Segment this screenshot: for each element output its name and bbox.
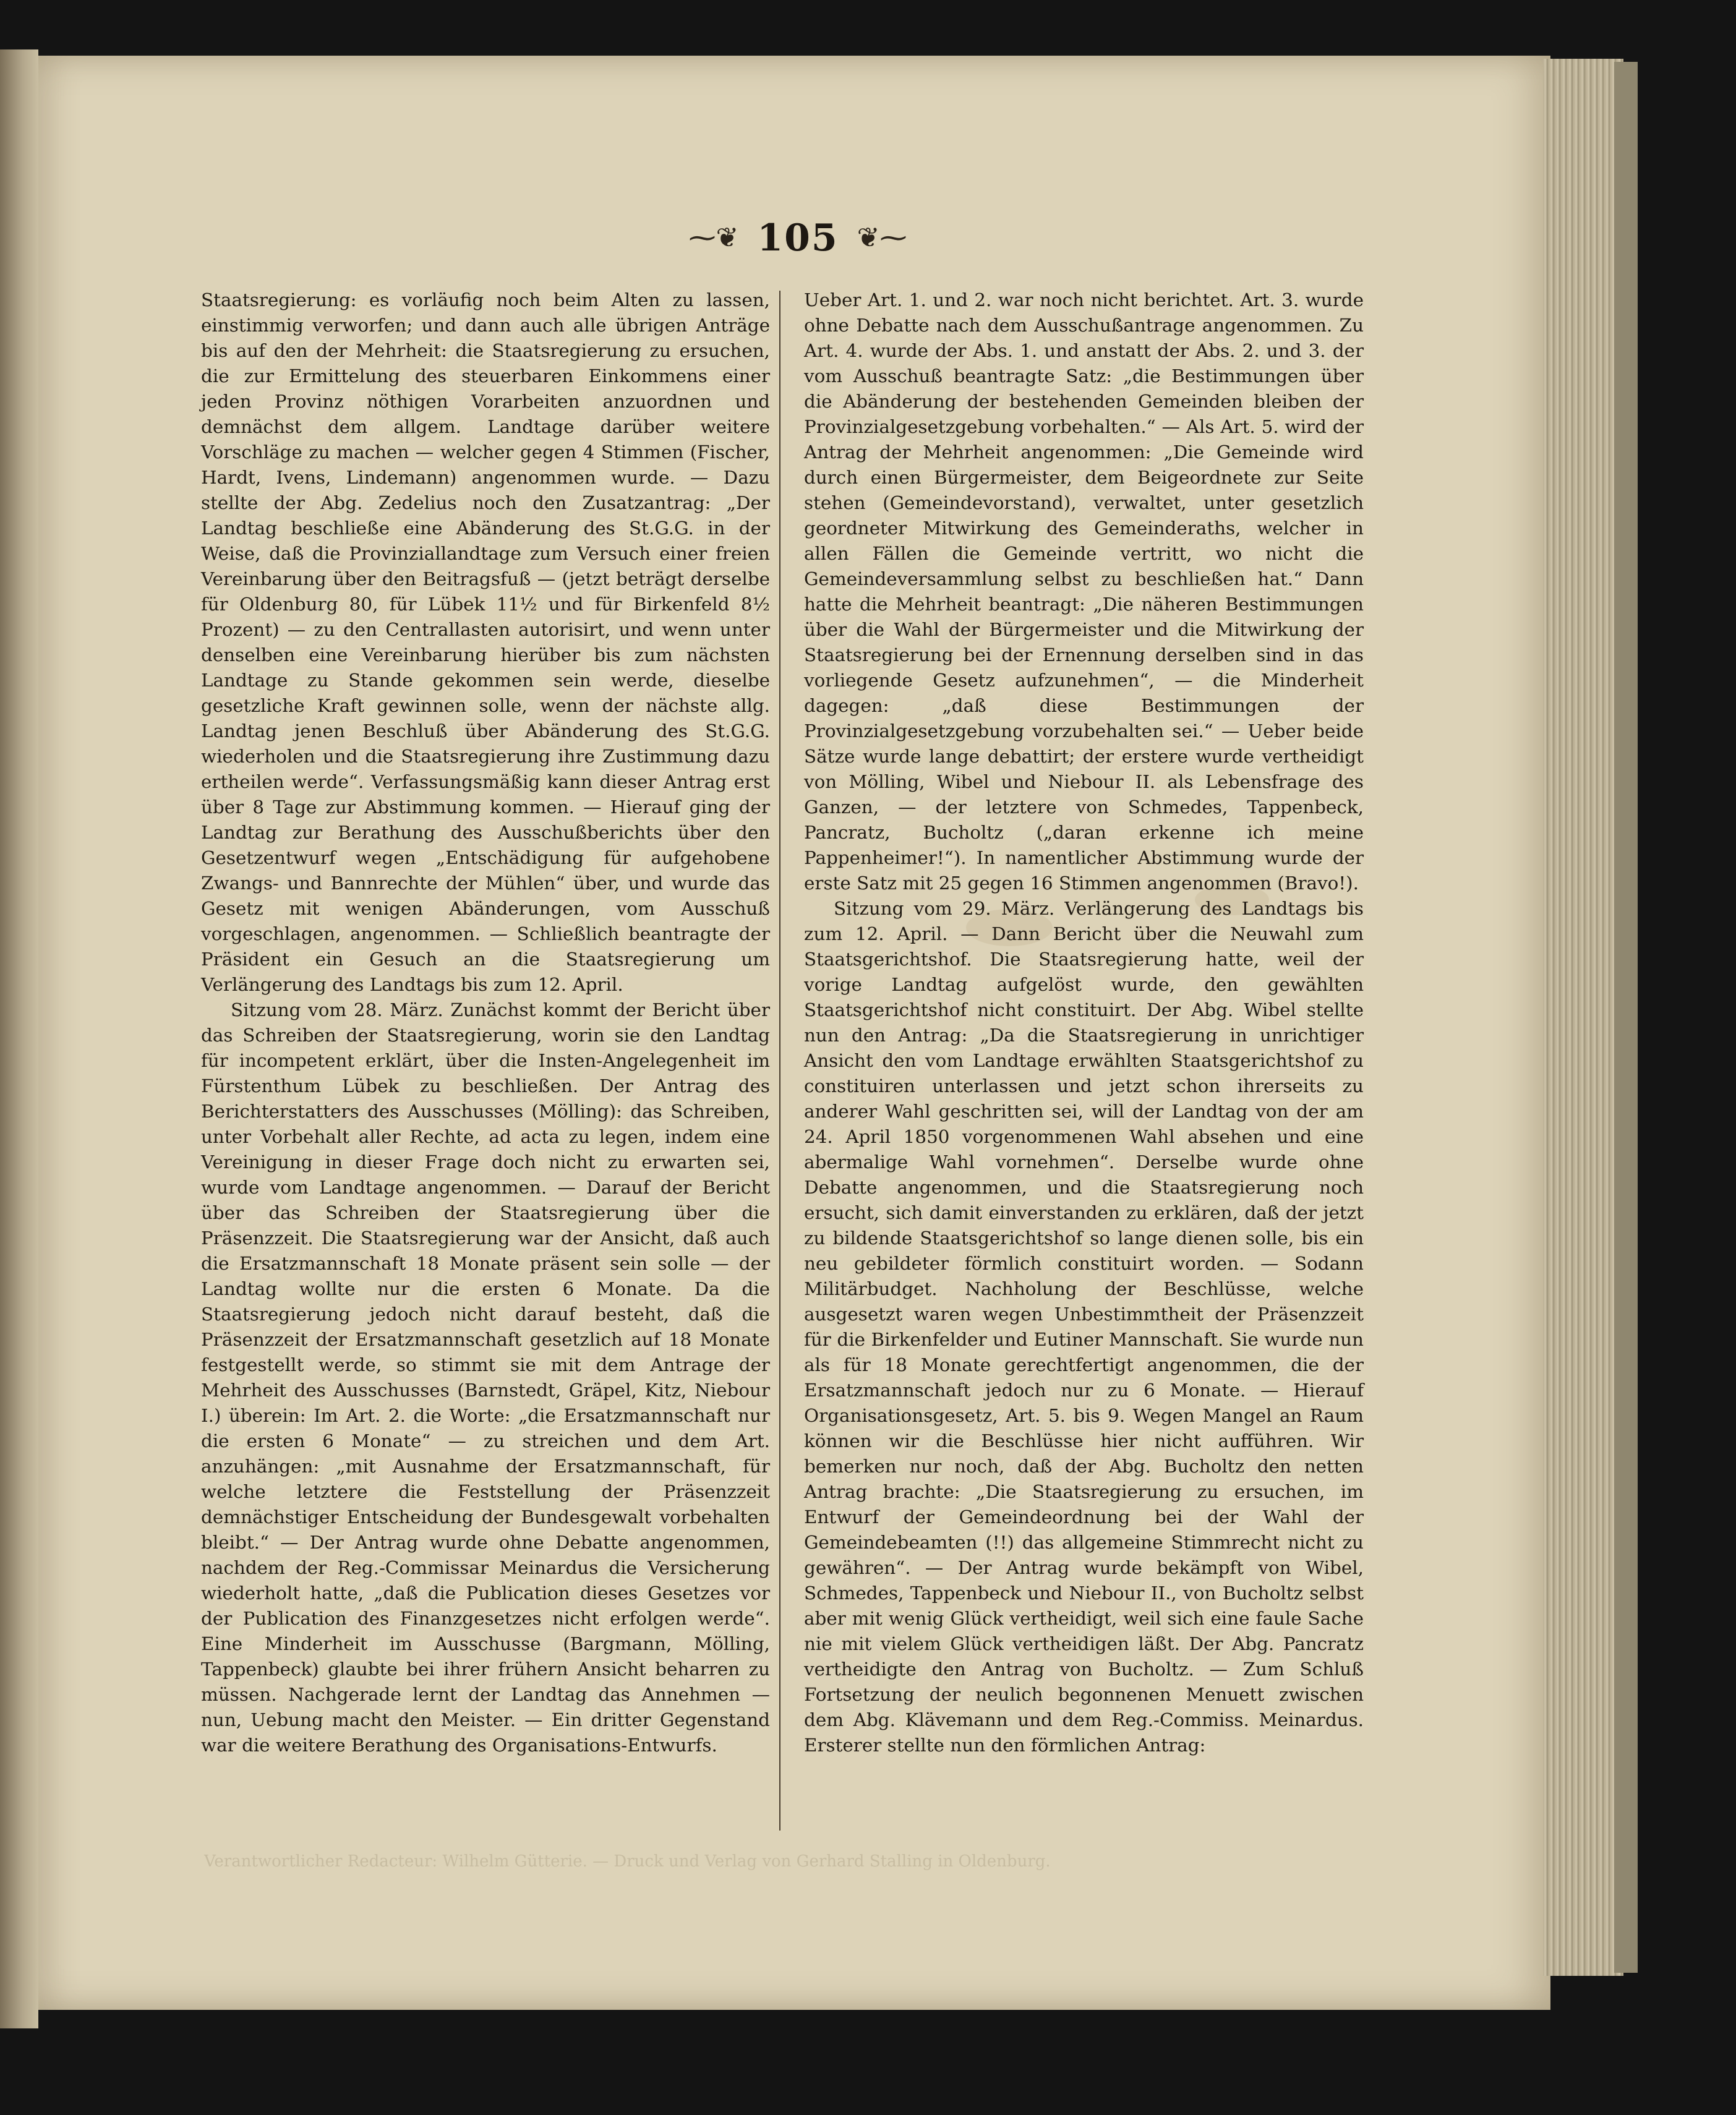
page-number: 105	[757, 216, 839, 260]
paragraph: Sitzung vom 28. März. Zunächst kommt der Bericht über das Schreiben der Staatsregierung, worin sie den Landtag für incompetent erklärt, über die Insten-Angelegenheit im Fürstenthum Lübek zu beschließen. Der Antrag des Berichterstatters des Ausschusses (Mölling): das Schreiben, unter Vorbehalt aller Rechte, ad acta zu legen, indem eine Vereinigung in dieser Frage doch nicht zu erwarten sei, wurde vom Landtage angenommen. — Darauf der Bericht über das Schreiben der Staatsregierung über die Präsenzzeit. Die Staatsregierung war der Ansicht, daß auch die Ersatzmannschaft 18 Monate präsent sein solle — der Landtag wollte nur die ersten 6 Monate. Da die Staatsregierung jedoch nicht darauf besteht, daß die Präsenzzeit der Ersatzmannschaft gesetzlich auf 18 Monate festgestellt werde, so stimmt sie mit dem Antrage der Mehrheit des Ausschusses (Barnstedt, Gräpel, Kitz, Niebour I.) überein: Im Art. 2. die Worte: „die Ersatzmannschaft nur die ersten 6 Monate“ — zu streichen und dem Art. anzuhängen: „mit Ausnahme der Ersatzmannschaft, für welche letztere die Feststellung der Präsenzzeit demnächstiger Entscheidung der Bundesgewalt vorbehalten bleibt.“ — Der Antrag wurde ohne Debatte angenommen, nachdem der Reg.-Commissar Meinardus die Versicherung wiederholt hatte, „daß die Publication dieses Gesetzes vor der Publication des Finanzgesetzes nicht erfolgen werde“. Eine Minderheit im Ausschusse (Bargmann, Mölling, Tappenbeck) glaubte bei ihrer frühern Ansicht beharren zu müssen. Nachgerade lernt der Landtag das Annehmen — nun, Uebung macht den Meister. — Ein dritter Gegenstand war die weitere Berathung des Organisations-Entwurfs.	[201, 999, 770, 1756]
paragraph: Ueber Art. 1. und 2. war noch nicht berichtet. Art. 3. wurde ohne Debatte nach dem Ausschußantrage angenommen. Zu Art. 4. wurde der Abs. 1. und anstatt der Abs. 2. und 3. der vom Ausschuß beantragte Satz: „die Bestimmungen über die Abänderung der bestehenden Gemeinden bleiben der Provinzialgesetzgebung vorbehalten.“ — Als Art. 5. wird der Antrag der Mehrheit angenommen: „Die Gemeinde wird durch einen Bürgermeister, dem Beigeordnete zur Seite stehen (Gemeindevorstand), verwaltet, unter gesetzlich geordneter Mitwirkung des Gemeinderaths, welcher in allen Fällen die Gemeinde vertritt, wo nicht die Gemeindeversammlung selbst zu beschließen hat.“ Dann hatte die Mehrheit beantragt: „Die näheren Bestimmungen über die Wahl der Bürgermeister und die Mitwirkung der Staatsregierung bei der Ernennung derselben sind in das vorliegende Gesetz aufzunehmen“, — die Minderheit dagegen: „daß diese Bestimmungen der Provinzialgesetzgebung vorzubehalten sei.“ — Ueber beide Sätze wurde lange debattirt; der erstere wurde vertheidigt von Mölling, Wibel und Niebour II. als Lebensfrage des Ganzen, — der letztere von Schmedes, Tappenbeck, Pancratz, Bucholtz („daran erkenne ich meine Pappenheimer!“). In namentlicher Abstimmung wurde der erste Satz mit 25 gegen 16 Stimmen angenommen (Bravo!).	[804, 289, 1364, 894]
ornament-right-icon: ❦⁓	[857, 222, 907, 254]
paragraph: Sitzung vom 29. März. Verlängerung des Landtags bis zum 12. April. — Dann Bericht über die Neuwahl zum Staatsgerichtshof. Die Staatsregierung hatte, weil der vorige Landtag aufgelöst wurde, den gewählten Staatsgerichtshof nicht constituirt. Der Abg. Wibel stellte nun den Antrag: „Da die Staatsregierung in unrichtiger Ansicht den vom Landtage erwählten Staatsgerichtshof zu constituiren unterlassen und jetzt schon ihrerseits zu anderer Wahl geschritten sei, will der Landtag von der am 24. April 1850 vorgenommenen Wahl absehen und eine abermalige Wahl vornehmen“. Derselbe wurde ohne Debatte angenommen, und die Staatsregierung noch ersucht, sich damit einverstanden zu erklären, daß der jetzt zu bildende Staatsgerichtshof so lange dienen solle, bis ein neu gebildeter förmlich constituirt worden. — Sodann Militärbudget. Nachholung der Beschlüsse, welche ausgesetzt waren wegen Unbestimmtheit der Präsenzzeit für die Birkenfelder und Eutiner Mannschaft. Sie wurde nun als für 18 Monate gerechtfertigt angenommen, die der Ersatzmannschaft jedoch nur zu 6 Monate. — Hierauf Organisationsgesetz, Art. 5. bis 9. Wegen Mangel an Raum können wir die Beschlüsse hier nicht aufführen. Wir bemerken nur noch, daß der Abg. Bucholtz den netten Antrag brachte: „Die Staatsregierung zu ersuchen, im Entwurf der Gemeindeordnung bei der Wahl der Gemeindebeamten (!!) das allgemeine Stimmrecht nicht zu gewähren“. — Der Antrag wurde bekämpft von Wibel, Schmedes, Tappenbeck und Niebour II., von Bucholtz selbst aber mit wenig Glück vertheidigt, weil sich eine faule Sache nie mit vielem Glück vertheidigen läßt. Der Abg. Pancratz vertheidigte den Antrag von Bucholtz. — Zum Schluß Fortsetzung der neulich begonnenen Menuett zwischen dem Abg. Klävemann und dem Reg.-Commiss. Meinardus. Ersterer stellte nun den förmlichen Antrag:	[804, 898, 1364, 1756]
ornament-left-icon: ⁓❦	[688, 222, 739, 254]
bleed-through-footer: Verantwortlicher Redacteur: Wilhelm Gütterie. — Druck und Verlag von Gerhard Stalling in Oldenburg.	[204, 1852, 1051, 1871]
page-header	[649, 213, 946, 263]
right-column	[804, 288, 1364, 1758]
book-cover-edge	[1614, 62, 1638, 1973]
page-block-edges	[1543, 59, 1623, 1976]
column-divider	[779, 291, 780, 1831]
left-column	[201, 288, 770, 1758]
paragraph: Staatsregierung: es vorläufig noch beim Alten zu lassen, einstimmig verworfen; und dann auch alle übrigen Anträge bis auf den der Mehrheit: die Staatsregierung zu ersuchen, die zur Ermittelung des steuerbaren Einkommens einer jeden Provinz nöthigen Vorarbeiten anzuordnen und demnächst dem allgem. Landtage darüber weitere Vorschläge zu machen — welcher gegen 4 Stimmen (Fischer, Hardt, Ivens, Lindemann) angenommen wurde. — Dazu stellte der Abg. Zedelius noch den Zusatzantrag: „Der Landtag beschließe eine Abänderung des St.G.G. in der Weise, daß die Provinziallandtage zum Versuch einer freien Vereinbarung über den Beitragsfuß — (jetzt beträgt derselbe für Oldenburg 80, für Lübek 11½ und für Birkenfeld 8½ Prozent) — zu den Centrallasten autorisirt, und wenn unter denselben eine Vereinbarung hierüber bis zum nächsten Landtage zu Stande gekommen sein werde, dieselbe gesetzliche Kraft gewinnen solle, wenn der nächste allg. Landtag jenen Beschluß über Abänderung des St.G.G. wiederholen und die Staatsregierung ihre Zustimmung dazu ertheilen werde“. Verfassungsmäßig kann dieser Antrag erst über 8 Tage zur Abstimmung kommen. — Hierauf ging der Landtag zur Berathung des Ausschußberichts über den Gesetzentwurf wegen „Entschädigung für aufgehobene Zwangs- und Bannrechte der Mühlen“ über, und wurde das Gesetz mit wenigen Abänderungen, vom Ausschuß vorgeschlagen, angenommen. — Schließlich beantragte der Präsident ein Gesuch an die Staatsregierung um Verlängerung des Landtags bis zum 12. April.	[201, 289, 770, 995]
facing-page-edge	[0, 49, 38, 2028]
